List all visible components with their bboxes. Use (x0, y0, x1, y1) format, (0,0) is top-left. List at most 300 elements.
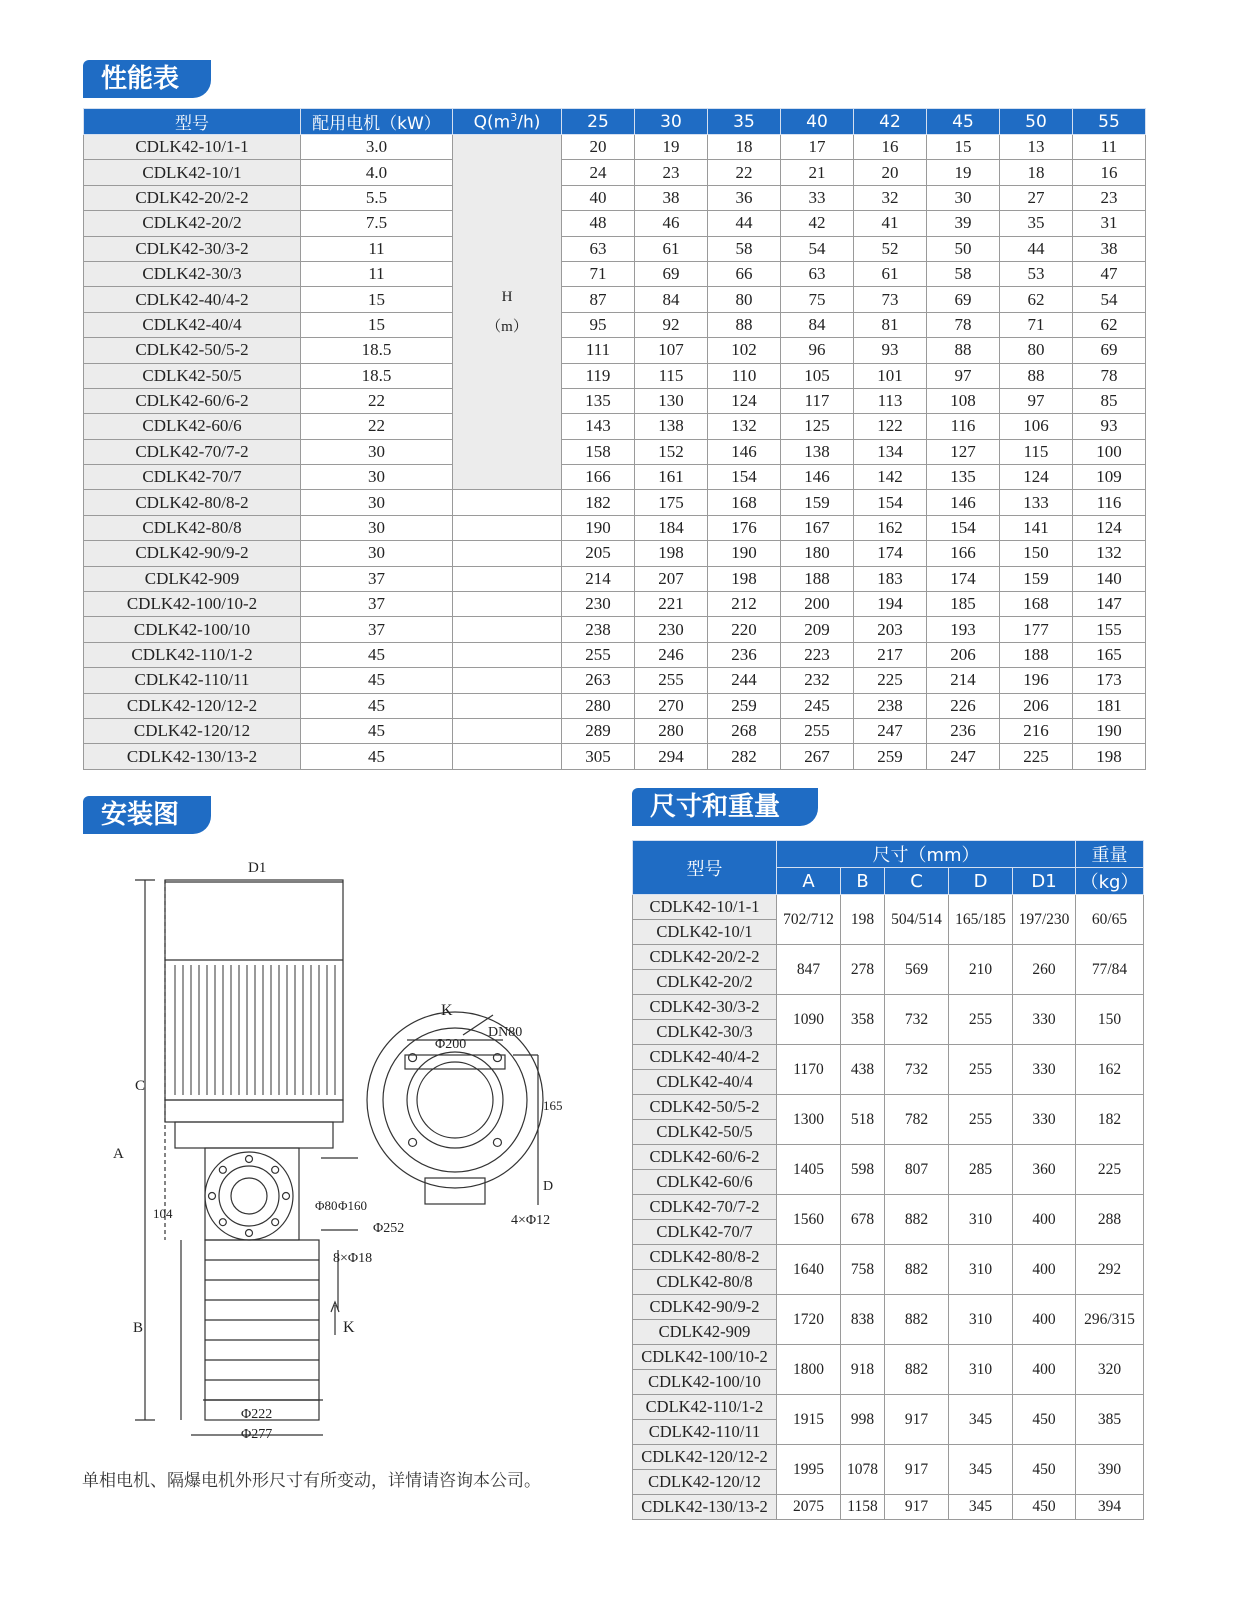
head-value-cell: 71 (1000, 312, 1073, 337)
head-value-cell: 184 (635, 515, 708, 540)
head-value-cell: 154 (854, 490, 927, 515)
head-value-cell: 268 (708, 718, 781, 743)
head-value-cell: 188 (1000, 642, 1073, 667)
installation-drawing (83, 840, 603, 1460)
head-value-cell: 173 (1073, 668, 1146, 693)
head-value-cell: 282 (708, 744, 781, 769)
empty-cell (453, 642, 562, 667)
head-value-cell: 32 (854, 185, 927, 210)
head-value-cell: 21 (781, 160, 854, 185)
head-value-cell: 188 (781, 566, 854, 591)
bolt-hole (219, 1166, 226, 1173)
table-row (84, 312, 1146, 337)
head-value-cell: 97 (927, 363, 1000, 388)
head-value-cell: 133 (1000, 490, 1073, 515)
head-value-cell: 247 (927, 744, 1000, 769)
head-value-cell: 212 (708, 592, 781, 617)
dimension-value-cell: 197/230 (1013, 895, 1076, 945)
head-value-cell: 203 (854, 617, 927, 642)
motor-cell: 30 (301, 439, 453, 464)
head-value-cell: 232 (781, 668, 854, 693)
model-cell: CDLK42-40/4-2 (84, 287, 301, 312)
dimension-value-cell: 758 (841, 1245, 885, 1295)
head-value-cell: 115 (1000, 439, 1073, 464)
table-row (84, 439, 1146, 464)
flow-header: 25 (562, 109, 635, 135)
dims-col-b: B (841, 868, 885, 895)
motor-cell: 7.5 (301, 211, 453, 236)
head-value-cell: 16 (854, 135, 927, 160)
dimension-value-cell: 400 (1013, 1295, 1076, 1345)
dimension-value-cell: 807 (885, 1145, 949, 1195)
head-value-cell: 48 (562, 211, 635, 236)
head-unit: （m） (486, 319, 528, 336)
dimension-value-cell: 310 (949, 1295, 1013, 1345)
model-cell: CDLK42-20/2-2 (84, 185, 301, 210)
model-cell: CDLK42-40/4-2 (633, 1045, 777, 1070)
head-value-cell: 135 (562, 388, 635, 413)
head-value-cell: 168 (708, 490, 781, 515)
model-cell: CDLK42-50/5-2 (84, 338, 301, 363)
table-row (633, 1395, 1144, 1420)
head-value-cell: 39 (927, 211, 1000, 236)
head-value-cell: 238 (854, 693, 927, 718)
head-value-cell: 19 (635, 135, 708, 160)
head-value-cell: 110 (708, 363, 781, 388)
head-value-cell: 159 (1000, 566, 1073, 591)
table-row (633, 1445, 1144, 1470)
dimension-value-cell: 1158 (841, 1495, 885, 1520)
dimension-value-cell: 330 (1013, 995, 1076, 1045)
dimension-value-cell: 225 (1076, 1145, 1144, 1195)
dimension-value-cell: 320 (1076, 1345, 1144, 1395)
dimension-value-cell: 1720 (777, 1295, 841, 1345)
dims-header-size: 尺寸（mm） (777, 841, 1076, 868)
head-value-cell: 61 (854, 261, 927, 286)
head-value-cell: 196 (1000, 668, 1073, 693)
head-value-cell: 200 (781, 592, 854, 617)
dimension-value-cell: 330 (1013, 1045, 1076, 1095)
table-row (84, 668, 1146, 693)
label-phi277: Φ277 (241, 1427, 273, 1442)
dimension-value-cell: 165/185 (949, 895, 1013, 945)
dims-col-c: C (885, 868, 949, 895)
table-row (84, 135, 1146, 160)
model-cell: CDLK42-130/13-2 (633, 1495, 777, 1520)
head-value-cell: 78 (1073, 363, 1146, 388)
dimension-value-cell: 390 (1076, 1445, 1144, 1495)
empty-cell (453, 490, 562, 515)
section-header-performance: 性能表 (83, 60, 211, 98)
dimension-value-cell: 504/514 (885, 895, 949, 945)
head-value-cell: 259 (708, 693, 781, 718)
head-value-cell: 146 (927, 490, 1000, 515)
head-value-cell: 177 (1000, 617, 1073, 642)
head-value-cell: 294 (635, 744, 708, 769)
table-row (84, 363, 1146, 388)
table-row (84, 465, 1146, 490)
head-value-cell: 214 (562, 566, 635, 591)
model-cell: CDLK42-120/12-2 (84, 693, 301, 718)
motor-cell: 45 (301, 642, 453, 667)
model-cell: CDLK42-30/3-2 (633, 995, 777, 1020)
footnote: 单相电机、隔爆电机外形尺寸有所变动，详情请咨询本公司。 (82, 1471, 541, 1491)
model-cell: CDLK42-80/8 (633, 1270, 777, 1295)
head-value-cell: 96 (781, 338, 854, 363)
head-value-cell: 158 (562, 439, 635, 464)
model-cell: CDLK42-10/1 (84, 160, 301, 185)
table-row (633, 895, 1144, 920)
motor-cell: 18.5 (301, 363, 453, 388)
head-value-cell: 174 (854, 541, 927, 566)
model-cell: CDLK42-110/11 (84, 668, 301, 693)
head-value-cell: 155 (1073, 617, 1146, 642)
head-value-cell: 209 (781, 617, 854, 642)
dimension-value-cell: 1560 (777, 1195, 841, 1245)
head-value-cell: 216 (1000, 718, 1073, 743)
model-cell: CDLK42-20/2 (633, 970, 777, 995)
head-value-cell: 230 (562, 592, 635, 617)
dimension-value-cell: 292 (1076, 1245, 1144, 1295)
motor-cell: 15 (301, 312, 453, 337)
head-value-cell: 174 (927, 566, 1000, 591)
bolt-hole (246, 1156, 253, 1163)
head-value-cell: 236 (927, 718, 1000, 743)
head-value-cell: 255 (781, 718, 854, 743)
head-value-cell: 33 (781, 185, 854, 210)
head-value-cell: 132 (1073, 541, 1146, 566)
table-row (84, 287, 1146, 312)
head-value-cell: 54 (1073, 287, 1146, 312)
head-value-cell: 280 (635, 718, 708, 743)
table-row (633, 1145, 1144, 1170)
dimension-value-cell: 400 (1013, 1245, 1076, 1295)
dimension-value-cell: 360 (1013, 1145, 1076, 1195)
head-value-cell: 24 (562, 160, 635, 185)
head-value-cell: 93 (854, 338, 927, 363)
head-value-cell: 246 (635, 642, 708, 667)
head-value-cell: 109 (1073, 465, 1146, 490)
dimension-value-cell: 1090 (777, 995, 841, 1045)
label-104: 104 (153, 1206, 173, 1221)
head-value-cell: 69 (1073, 338, 1146, 363)
head-value-cell: 19 (927, 160, 1000, 185)
head-value-cell: 134 (854, 439, 927, 464)
head-value-cell: 159 (781, 490, 854, 515)
label-d: D (543, 1179, 554, 1194)
table-row (633, 945, 1144, 970)
motor-cell: 3.0 (301, 135, 453, 160)
model-cell: CDLK42-110/1-2 (84, 642, 301, 667)
head-value-cell: 150 (1000, 541, 1073, 566)
head-unit-cell (453, 135, 562, 490)
table-row (633, 995, 1144, 1020)
head-value-cell: 181 (1073, 693, 1146, 718)
head-value-cell: 69 (927, 287, 1000, 312)
model-cell: CDLK42-909 (84, 566, 301, 591)
head-value-cell: 140 (1073, 566, 1146, 591)
head-value-cell: 124 (1000, 465, 1073, 490)
head-value-cell: 62 (1000, 287, 1073, 312)
dimension-value-cell: 518 (841, 1095, 885, 1145)
head-value-cell: 247 (854, 718, 927, 743)
motor-cell: 30 (301, 490, 453, 515)
head-value-cell: 100 (1073, 439, 1146, 464)
head-value-cell: 180 (781, 541, 854, 566)
head-value-cell: 47 (1073, 261, 1146, 286)
model-cell: CDLK42-120/12 (84, 718, 301, 743)
head-value-cell: 106 (1000, 414, 1073, 439)
table-row (84, 718, 1146, 743)
label-dn80: DN80 (488, 1025, 523, 1040)
motor-cell: 45 (301, 693, 453, 718)
empty-cell (453, 617, 562, 642)
empty-cell (453, 668, 562, 693)
dimension-value-cell: 2075 (777, 1495, 841, 1520)
head-value-cell: 175 (635, 490, 708, 515)
model-cell: CDLK42-10/1-1 (84, 135, 301, 160)
model-cell: CDLK42-120/12-2 (633, 1445, 777, 1470)
label-165: 165 (543, 1098, 563, 1113)
head-value-cell: 132 (708, 414, 781, 439)
dimension-value-cell: 345 (949, 1445, 1013, 1495)
head-value-cell: 245 (781, 693, 854, 718)
model-cell: CDLK42-30/3 (633, 1020, 777, 1045)
head-value-cell: 226 (927, 693, 1000, 718)
dimension-value-cell: 1995 (777, 1445, 841, 1495)
head-value-cell: 207 (635, 566, 708, 591)
head-value-cell: 146 (781, 465, 854, 490)
head-value-cell: 107 (635, 338, 708, 363)
head-value-cell: 255 (562, 642, 635, 667)
motor-cell: 45 (301, 718, 453, 743)
head-value-cell: 36 (708, 185, 781, 210)
table-row (84, 211, 1146, 236)
dimension-value-cell: 77/84 (1076, 945, 1144, 995)
label-b: B (133, 1320, 144, 1336)
head-value-cell: 18 (708, 135, 781, 160)
motor-cell: 11 (301, 236, 453, 261)
model-cell: CDLK42-40/4 (84, 312, 301, 337)
dimension-value-cell: 917 (885, 1445, 949, 1495)
head-value-cell: 141 (1000, 515, 1073, 540)
motor-cell: 18.5 (301, 338, 453, 363)
table-row (84, 515, 1146, 540)
head-value-cell: 53 (1000, 261, 1073, 286)
model-cell: CDLK42-40/4 (633, 1070, 777, 1095)
bolt-hole (409, 1138, 417, 1146)
motor-cell: 11 (301, 261, 453, 286)
head-value-cell: 190 (708, 541, 781, 566)
dimension-value-cell: 255 (949, 1095, 1013, 1145)
head-value-cell: 124 (708, 388, 781, 413)
head-value-cell: 280 (562, 693, 635, 718)
head-value-cell: 52 (854, 236, 927, 261)
dimension-value-cell: 394 (1076, 1495, 1144, 1520)
dimension-value-cell: 182 (1076, 1095, 1144, 1145)
dims-col-d1: D1 (1013, 868, 1076, 895)
head-value-cell: 146 (708, 439, 781, 464)
dimension-value-cell: 310 (949, 1345, 1013, 1395)
model-cell: CDLK42-110/11 (633, 1420, 777, 1445)
motor-cell: 5.5 (301, 185, 453, 210)
table-row (84, 185, 1146, 210)
table-row (84, 388, 1146, 413)
head-value-cell: 71 (562, 261, 635, 286)
dimension-value-cell: 917 (885, 1395, 949, 1445)
label-d1: D1 (248, 860, 267, 876)
model-cell: CDLK42-100/10-2 (633, 1345, 777, 1370)
motor-body (165, 880, 343, 1100)
head-value-cell: 124 (1073, 515, 1146, 540)
dimension-value-cell: 278 (841, 945, 885, 995)
performance-header-row (84, 109, 1146, 135)
flow-header: 30 (635, 109, 708, 135)
dimension-value-cell: 450 (1013, 1445, 1076, 1495)
dimension-value-cell: 1300 (777, 1095, 841, 1145)
head-value-cell: 182 (562, 490, 635, 515)
model-cell: CDLK42-110/1-2 (633, 1395, 777, 1420)
label-phi222: Φ222 (241, 1407, 273, 1422)
performance-table (83, 108, 1146, 770)
head-value-cell: 63 (562, 236, 635, 261)
table-row (84, 541, 1146, 566)
head-value-cell: 236 (708, 642, 781, 667)
table-row (84, 490, 1146, 515)
model-cell: CDLK42-70/7 (84, 465, 301, 490)
model-cell: CDLK42-70/7 (633, 1220, 777, 1245)
dimension-value-cell: 400 (1013, 1195, 1076, 1245)
head-value-cell: 206 (927, 642, 1000, 667)
flow-header: 45 (927, 109, 1000, 135)
dimension-value-cell: 917 (885, 1495, 949, 1520)
head-value-cell: 165 (1073, 642, 1146, 667)
table-row (84, 236, 1146, 261)
header-model: 型号 (84, 109, 301, 135)
model-cell: CDLK42-70/7-2 (84, 439, 301, 464)
head-value-cell: 38 (1073, 236, 1146, 261)
dimension-value-cell: 255 (949, 1045, 1013, 1095)
empty-cell (453, 693, 562, 718)
dimension-value-cell: 255 (949, 995, 1013, 1045)
dimension-value-cell: 358 (841, 995, 885, 1045)
table-row (84, 744, 1146, 769)
head-value-cell: 44 (708, 211, 781, 236)
head-value-cell: 183 (854, 566, 927, 591)
head-value-cell: 95 (562, 312, 635, 337)
head-label: H (501, 289, 513, 306)
head-value-cell: 73 (854, 287, 927, 312)
head-value-cell: 88 (708, 312, 781, 337)
label-a: A (113, 1146, 124, 1162)
table-row (84, 617, 1146, 642)
head-value-cell: 214 (927, 668, 1000, 693)
model-cell: CDLK42-20/2-2 (633, 945, 777, 970)
motor-flange (165, 1100, 343, 1122)
label-phi160: Φ160 (338, 1198, 368, 1213)
bolt-hole (209, 1193, 216, 1200)
head-value-cell: 78 (927, 312, 1000, 337)
head-value-cell: 62 (1073, 312, 1146, 337)
head-value-cell: 15 (927, 135, 1000, 160)
head-value-cell: 194 (854, 592, 927, 617)
head-value-cell: 87 (562, 287, 635, 312)
head-value-cell: 259 (854, 744, 927, 769)
head-value-cell: 69 (635, 261, 708, 286)
head-value-cell: 244 (708, 668, 781, 693)
motor-cell: 4.0 (301, 160, 453, 185)
head-value-cell: 185 (927, 592, 1000, 617)
head-value-cell: 223 (781, 642, 854, 667)
table-row (84, 566, 1146, 591)
head-value-cell: 116 (927, 414, 1000, 439)
model-cell: CDLK42-130/13-2 (84, 744, 301, 769)
label-phi80: Φ80 (315, 1198, 338, 1213)
dimension-value-cell: 882 (885, 1245, 949, 1295)
dimension-value-cell: 847 (777, 945, 841, 995)
flow-pre: Q(m (473, 112, 511, 133)
dimension-value-cell: 598 (841, 1145, 885, 1195)
head-value-cell: 138 (635, 414, 708, 439)
head-value-cell: 221 (635, 592, 708, 617)
head-value-cell: 58 (927, 261, 1000, 286)
head-value-cell: 305 (562, 744, 635, 769)
model-cell: CDLK42-50/5 (84, 363, 301, 388)
flow-header: 40 (781, 109, 854, 135)
dimension-value-cell: 569 (885, 945, 949, 995)
head-value-cell: 122 (854, 414, 927, 439)
head-value-cell: 205 (562, 541, 635, 566)
head-value-cell: 127 (927, 439, 1000, 464)
head-value-cell: 108 (927, 388, 1000, 413)
section-header-installation: 安装图 (83, 796, 211, 834)
table-row (84, 592, 1146, 617)
dimension-value-cell: 918 (841, 1345, 885, 1395)
head-value-cell: 168 (1000, 592, 1073, 617)
model-cell: CDLK42-100/10-2 (84, 592, 301, 617)
dimension-value-cell: 1078 (841, 1445, 885, 1495)
table-row (633, 1295, 1144, 1320)
dimension-value-cell: 385 (1076, 1395, 1144, 1445)
dims-col-a: A (777, 868, 841, 895)
head-value-cell: 130 (635, 388, 708, 413)
head-value-cell: 193 (927, 617, 1000, 642)
head-value-cell: 117 (781, 388, 854, 413)
flow-header: 50 (1000, 109, 1073, 135)
bolt-hole (493, 1138, 501, 1146)
dimensions-table (632, 840, 1144, 1520)
motor-cell: 37 (301, 566, 453, 591)
dimension-value-cell: 310 (949, 1195, 1013, 1245)
head-value-cell: 80 (708, 287, 781, 312)
head-value-cell: 27 (1000, 185, 1073, 210)
head-value-cell: 270 (635, 693, 708, 718)
dimension-value-cell: 732 (885, 1045, 949, 1095)
head-value-cell: 93 (1073, 414, 1146, 439)
table-row (633, 1045, 1144, 1070)
model-cell: CDLK42-60/6 (84, 414, 301, 439)
head-value-cell: 217 (854, 642, 927, 667)
table-row (84, 338, 1146, 363)
head-value-cell: 105 (781, 363, 854, 388)
motor-cell: 30 (301, 541, 453, 566)
head-value-cell: 80 (1000, 338, 1073, 363)
motor-cell: 15 (301, 287, 453, 312)
model-cell: CDLK42-60/6-2 (84, 388, 301, 413)
head-value-cell: 31 (1073, 211, 1146, 236)
head-value-cell: 135 (927, 465, 1000, 490)
head-value-cell: 263 (562, 668, 635, 693)
